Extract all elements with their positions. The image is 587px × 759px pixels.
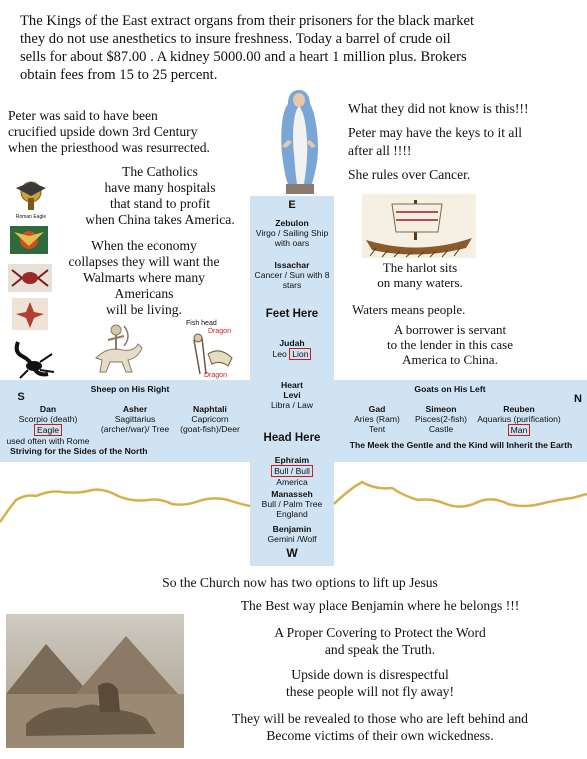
feet-here-label: Feet Here	[265, 308, 319, 320]
tribe-detail: Virgo / Sailing Ship	[255, 228, 329, 238]
tribe-detail: Pisces(2-fish)	[414, 414, 468, 424]
man-boxed-label: Man	[508, 424, 531, 436]
tribe-name: Judah	[279, 338, 305, 348]
tribe-detail: Leo	[272, 349, 287, 359]
tribe-name: Naphtali	[193, 404, 227, 414]
tribe-name: Levi	[283, 390, 301, 400]
dragon-label: Dragon	[208, 328, 231, 335]
tribe-name: Ephraim	[274, 455, 310, 465]
upside-lines	[190, 666, 550, 700]
tribe-name: Manasseh	[271, 489, 313, 499]
roman-eagle-emblem	[6, 178, 56, 218]
heart-levi	[250, 380, 334, 410]
tribe-name: Gad	[368, 404, 386, 414]
tribe-naphtali	[172, 404, 248, 434]
south-label: S	[17, 391, 25, 403]
sailing-ship-image	[362, 194, 476, 258]
best-line: The Best way place Benjamin where he belongs !!!	[240, 598, 520, 613]
tribe-name: Issachar	[274, 260, 310, 270]
tribe-detail: with oars	[274, 238, 310, 248]
archer-horse-image	[88, 318, 146, 374]
tribe-detail: America	[276, 477, 308, 487]
right-text-line: She rules over Cancer.	[348, 167, 471, 182]
tribe-name: Reuben	[503, 404, 535, 414]
goats-label: Goats on His Left	[414, 384, 486, 394]
fish-head-label: Fish head	[186, 320, 217, 327]
dragon-label: Dragon	[204, 372, 227, 379]
tribe-detail: Bull / Palm Tree	[261, 499, 323, 509]
tribe-detail: Sagittarius	[114, 414, 156, 424]
borrower-caption	[340, 322, 560, 367]
north-label: N	[574, 393, 582, 405]
upside-line: these people will not fly away!	[286, 684, 454, 699]
tribe-detail: Scorpio (death)	[18, 414, 78, 424]
tribe-dan	[2, 404, 94, 446]
tribe-detail: Aries (Ram)	[354, 414, 400, 424]
borrower-line: A borrower is servant	[393, 322, 507, 337]
right-text-line: What they did not know is this!!!	[348, 101, 529, 116]
economy-paragraph	[44, 238, 244, 318]
tribe-detail: stars	[282, 280, 302, 290]
tribe-detail: Gemini /Wolf	[267, 534, 317, 544]
economy-line: Walmarts where many	[83, 270, 205, 285]
catholics-paragraph	[70, 164, 250, 228]
scorpion-black-image	[10, 336, 56, 380]
catholics-line: have many hospitals	[104, 180, 216, 195]
eagle-boxed-label: Eagle	[34, 424, 62, 436]
tribe-detail: Castle	[428, 424, 454, 434]
harlot-line: The harlot sits	[382, 260, 458, 275]
tribe-name: Zebulon	[275, 218, 309, 228]
revealed-line: Become victims of their own wickedness.	[266, 728, 494, 743]
tribe-detail: used often with Rome	[6, 436, 90, 446]
roman-eagle-label: Roman Eagle	[15, 214, 47, 220]
bull-boxed-label: Bull / Bull	[271, 465, 313, 477]
economy-line: When the economy	[91, 238, 197, 253]
sheep-label: Sheep on His Right	[90, 384, 170, 394]
tribe-asher	[92, 404, 178, 434]
tribe-detail: Aquarius (purification)	[477, 414, 561, 424]
tribe-reuben	[470, 404, 568, 436]
tribe-judah	[250, 338, 334, 360]
tribe-detail: Libra / Law	[270, 400, 314, 410]
lion-boxed-label: Lion	[289, 348, 311, 360]
revealed-lines	[180, 710, 580, 744]
tribe-name: Simeon	[425, 404, 457, 414]
tribe-issachar	[250, 260, 334, 290]
tribe-name: Benjamin	[272, 524, 312, 534]
harlot-line: on many waters.	[377, 275, 463, 290]
east-label: E	[288, 199, 296, 211]
west-label: W	[286, 546, 298, 560]
waters-caption: Waters means people.	[352, 302, 466, 317]
economy-line: will be living.	[106, 302, 182, 317]
upside-line: Upside down is disrespectful	[291, 667, 449, 682]
intro-line: sells for about $87.00 . A kidney 5000.00 and a heart 1 million plus. Brokers	[20, 49, 467, 65]
tribe-detail: Tent	[368, 424, 386, 434]
head-here-label: Head Here	[263, 432, 321, 444]
tribe-detail: (goat-fish)/Deer	[180, 424, 240, 434]
right-top-text	[348, 100, 584, 190]
covering-lines	[190, 624, 570, 658]
fish-head-dragon-image	[180, 318, 240, 380]
right-text-line: after all !!!!	[348, 143, 412, 158]
peter-line: when the priesthood was resurrected.	[8, 140, 210, 155]
intro-line: they do not use anesthetics to insure freshness. Today a barrel of crude oil	[20, 31, 451, 47]
borrower-line: to the lender in this case	[387, 337, 513, 352]
harlot-caption	[360, 260, 480, 290]
tribe-simeon	[408, 404, 474, 434]
tribe-detail: Cancer / Sun with 8	[254, 270, 330, 280]
tribe-detail: Capricorn	[191, 414, 229, 424]
revealed-line: They will be revealed to those who are left behind and	[232, 711, 528, 726]
economy-line: collapses they will want the	[68, 254, 220, 269]
peter-line: Peter was said to have been	[8, 108, 158, 123]
tribe-detail: (archer/war)/ Tree	[100, 424, 170, 434]
church-line: So the Church now has two options to lift up Jesus	[162, 575, 438, 590]
tribe-detail: England	[276, 509, 308, 519]
catholics-line: when China takes America.	[85, 212, 235, 227]
madonna-statue-image	[268, 84, 330, 196]
intro-line: obtain fees from 15 to 25 percent.	[20, 67, 218, 83]
intro-paragraph	[20, 12, 580, 84]
sphinx-pyramids-image	[6, 614, 184, 748]
borrower-line: America to China.	[402, 352, 498, 367]
tribe-name: Asher	[122, 404, 148, 414]
tribe-gad	[344, 404, 410, 434]
covering-line: and speak the Truth.	[324, 642, 436, 657]
intro-line: The Kings of the East extract organs from their prisoners for the black market	[20, 13, 475, 29]
catholics-line: that stand to profit	[109, 196, 211, 211]
heart-label: Heart	[281, 380, 303, 390]
catholics-line: The Catholics	[122, 164, 198, 179]
covering-line: A Proper Covering to Protect the Word	[274, 625, 486, 640]
peter-paragraph	[8, 108, 280, 156]
economy-line: Americans	[114, 286, 174, 301]
meek-label: The Meek the Gentle and the Kind will Inherit the Earth	[349, 440, 573, 450]
striving-label: Striving for the Sides of the North	[10, 446, 148, 456]
peter-line: crucified upside down 3rd Century	[8, 124, 198, 139]
tribe-name: Dan	[39, 404, 57, 414]
right-text-line: Peter may have the keys to it all	[348, 125, 523, 140]
tribe-zebulon	[250, 218, 334, 248]
gold-wave-line	[0, 460, 587, 530]
